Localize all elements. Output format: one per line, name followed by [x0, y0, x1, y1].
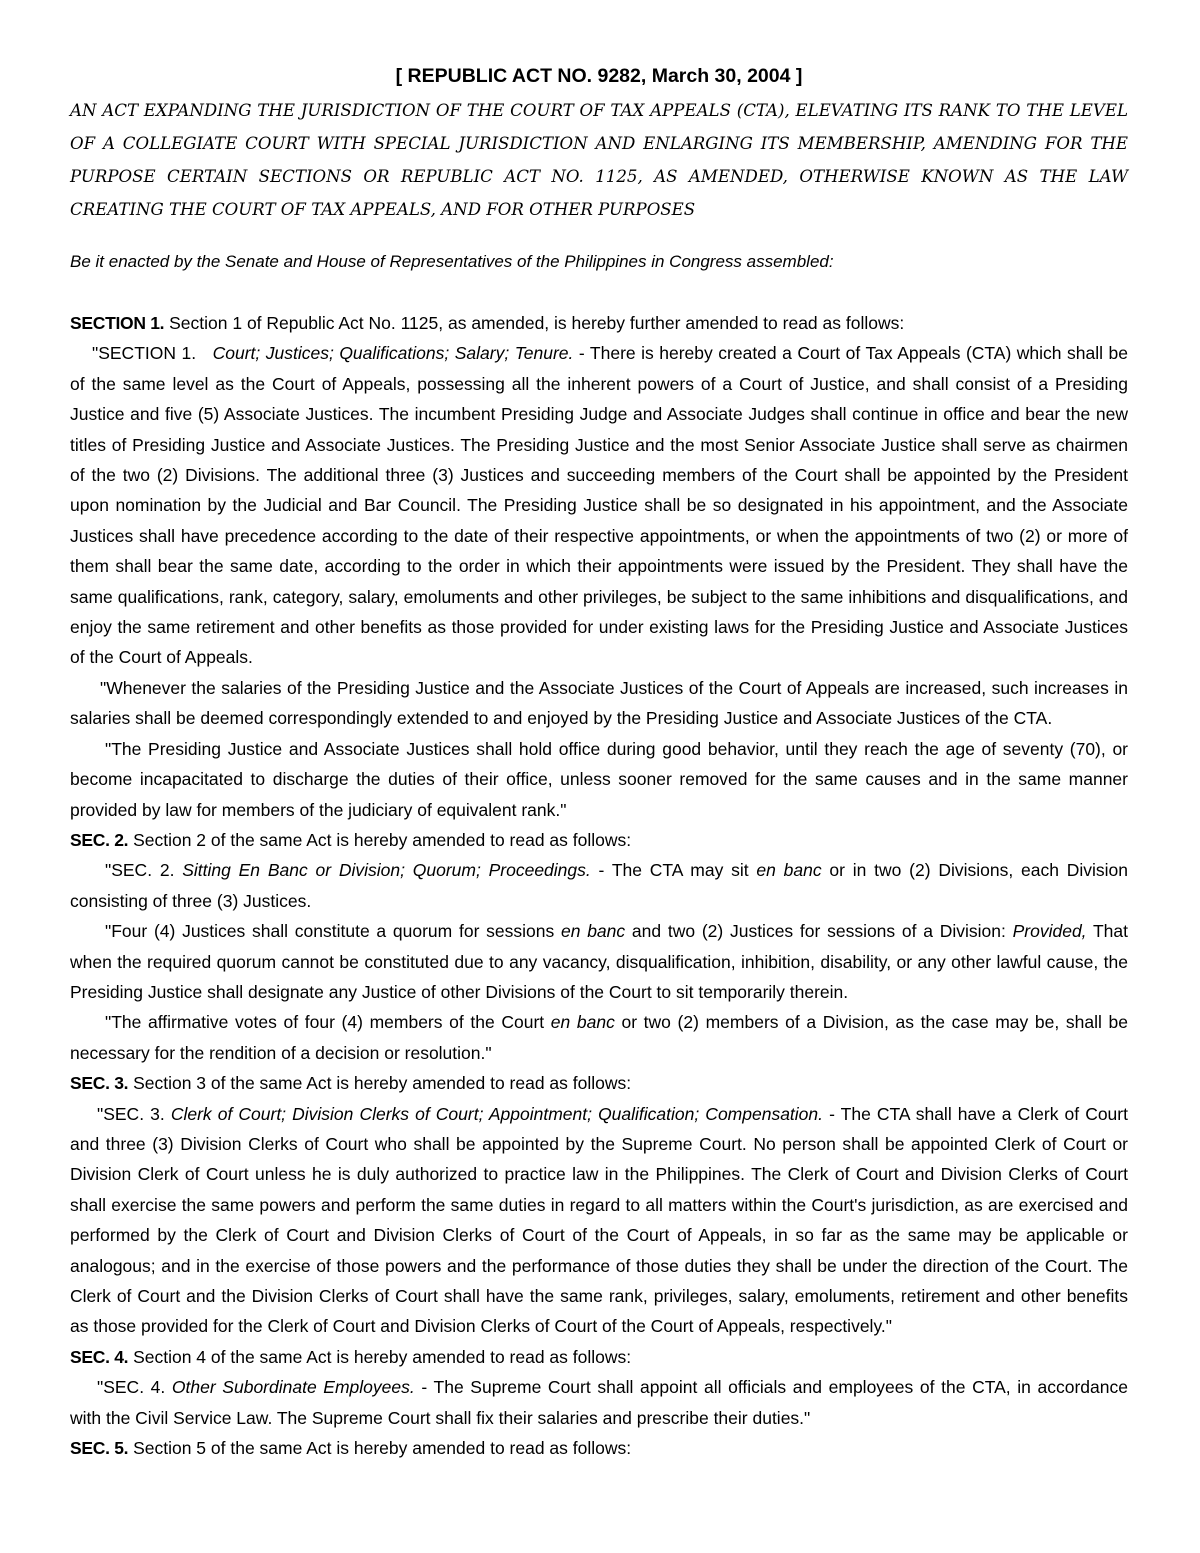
provision-body: "Four (4) Justices shall constitute a quorum for sessions: [105, 921, 561, 942]
provision-body: - There is hereby created a Court of Tax Appeals (CTA) which shall be of the same level as the Court of Appeals, possessing all the inherent powers of a Court of Justice, and shall consist of a Presiding Justice and five (5) Associate Justices. The incumbent Presiding Judge and Associate Judges shall continue in office and bear the new titles of Presiding Justice and Associate Justices. The Presiding Justice and the most Senior Associate Justice shall serve as chairmen of the two (2) Divisions. The additional three (3) Justices and succeeding members of the Court shall be appointed by the President upon nomination by the Judicial and Bar Council. The Presiding Justice shall be so designated in his appointment, and the Associate Justices shall have precedence according to the date of their respective appointments, or when the appointments of two (2) or more of them shall bear the same date, according to the order in which their appointments were issued by the President. They shall have the same qualifications, rank, category, salary, emoluments and other privileges, be subject to the same inhibitions and disqualifications, and enjoy the same retirement and other benefits as those provided for under existing laws for the Presiding Justice and Associate Justices of the Court of Appeals.: [70, 343, 1128, 668]
latin-term: en banc: [560, 921, 626, 942]
section-intro: Section 4 of the same Act is hereby amended to read as follows:: [128, 1346, 632, 1367]
section-2-paragraph-3: [70, 1007, 1128, 1068]
act-subtitle: AN ACT EXPANDING THE JURISDICTION OF THE COURT OF TAX APPEALS (CTA), ELEVATING ITS RANK TO THE LEVEL OF A COLLEGIATE COURT WITH SPECIAL JURISDICTION AND ENLARGING ITS MEMBERSHIP, AMENDING FOR THE PURPOSE CERTAIN SECTIONS OR REPUBLIC ACT NO. 1125, AS AMENDED, OTHERWISE KNOWN AS THE LAW CREATING THE COURT OF TAX APPEALS, AND FOR OTHER PURPOSES: [70, 101, 1128, 219]
quote-lead: "SEC. 2.: [105, 860, 183, 881]
section-3-paragraph-1: [70, 1099, 1128, 1342]
section-label: SEC. 3.: [70, 1073, 129, 1094]
section-intro: Section 3 of the same Act is hereby amended to read as follows:: [128, 1073, 632, 1094]
section-intro: Section 2 of the same Act is hereby amended to read as follows:: [128, 829, 632, 850]
section-1-paragraph-2: "Whenever the salaries of the Presiding Justice and the Associate Justices of the Court of Appeals are increased, such increases in salaries shall be deemed correspondingly extended to and enjoyed by the Presiding Justice and Associate Justices of the CTA.: [70, 677, 1128, 729]
provision-body: and two (2) Justices for sessions of a Division:: [625, 921, 1013, 942]
section-label: SEC. 5.: [70, 1438, 129, 1459]
provision-body: - The Supreme Court shall appoint all officials and employees of the CTA, in accordance with the Civil Service Law. The Supreme Court shall fix their salaries and prescribe their duties.": [70, 1377, 1128, 1428]
section-label: SEC. 4.: [70, 1346, 129, 1367]
document-page: [70, 62, 1128, 1463]
section-intro: Section 5 of the same Act is hereby amended to read as follows:: [128, 1438, 632, 1459]
provision-body: "The affirmative votes of four (4) members of the Court: [105, 1012, 551, 1033]
section-3-heading: [70, 1068, 1128, 1098]
provision-title: Clerk of Court; Division Clerks of Court; Appointment; Qualification; Compensation.: [170, 1103, 824, 1124]
section-2-heading: [70, 825, 1128, 855]
proviso-term: Provided,: [1012, 921, 1087, 942]
provision-body: or two (2) members of a Division, as the case may be, shall be necessary for the rendition of a decision or resolution.": [70, 1012, 1128, 1063]
section-label: SEC. 2.: [70, 829, 129, 850]
document-title: [ REPUBLIC ACT NO. 9282, March 30, 2004 ]: [395, 65, 803, 87]
provision-body: - The CTA may sit: [590, 860, 757, 881]
provision-body: That when the required quorum cannot be constituted due to any vacancy, disqualification, inhibition, disability, or any other lawful cause, the Presiding Justice shall designate any Justice of other Divisions of the Court to sit temporarily therein.: [70, 921, 1128, 1002]
section-1-heading: [70, 308, 1128, 338]
section-1-paragraph-3: "The Presiding Justice and Associate Justices shall hold office during good behavior, until they reach the age of seventy (70), or become incapacitated to discharge the duties of their office, unless sooner removed for the same causes and in the same manner provided by law for members of the judiciary of equivalent rank.": [70, 738, 1128, 820]
section-4-heading: [70, 1342, 1128, 1372]
provision-title: Other Subordinate Employees.: [171, 1377, 415, 1398]
section-2-paragraph-2: [70, 916, 1128, 1007]
latin-term: en banc: [550, 1012, 615, 1033]
latin-term: en banc: [756, 860, 822, 881]
section-label: SECTION 1.: [70, 313, 165, 333]
enacting-clause: Be it enacted by the Senate and House of Representatives of the Philippines in Congress assembled:: [70, 252, 834, 271]
quote-lead: "SEC. 3.: [97, 1103, 171, 1124]
section-1-paragraph-1: [70, 338, 1128, 672]
quote-lead: "SEC. 4.: [97, 1377, 172, 1398]
provision-title: Sitting En Banc or Division; Quorum; Proceedings.: [182, 860, 591, 881]
section-4-paragraph-1: [70, 1372, 1128, 1433]
section-intro: Section 1 of Republic Act No. 1125, as amended, is hereby further amended to read as follows:: [164, 313, 905, 333]
provision-title: Court; Justices; Qualifications; Salary; Tenure.: [212, 343, 574, 364]
quote-lead: "SECTION 1.: [92, 343, 213, 364]
provision-body: - The CTA shall have a Clerk of Court and three (3) Division Clerks of Court who shall be appointed by the Supreme Court. No person shall be appointed Clerk of Court or Division Clerk of Court unless he is duly authorized to practice law in the Philippines. The Clerk of Court and Division Clerks of Court shall exercise the same powers and perform the same duties in regard to all matters within the Court's jurisdiction, as are exercised and performed by the Clerk of Court and Division Clerks of Court of the Court of Appeals, in so far as the same may be applicable or analogous; and in the exercise of those powers and the performance of those duties they shall be under the direction of the Court. The Clerk of Court and the Division Clerks of Court shall have the same rank, privileges, salary, emoluments, retirement and other benefits as those provided for the Clerk of Court and Division Clerks of Court of the Court of Appeals, respectively.": [70, 1103, 1128, 1337]
provision-body: or in two (2) Divisions, each Division consisting of three (3) Justices.: [70, 860, 1128, 911]
section-5-heading: [70, 1433, 1128, 1463]
section-2-paragraph-1: [70, 855, 1128, 916]
